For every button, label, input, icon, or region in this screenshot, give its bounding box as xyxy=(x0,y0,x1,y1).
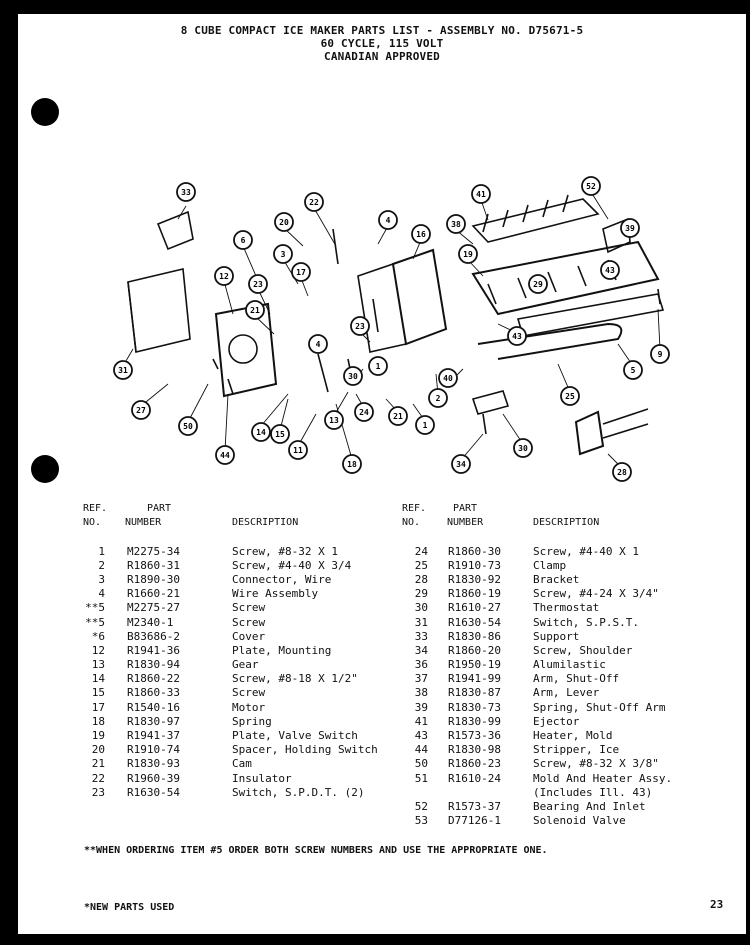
part-description: Clamp xyxy=(533,558,567,572)
callout-bubble xyxy=(289,441,307,459)
ref-number: 1 xyxy=(98,544,105,558)
title-line-3: CANADIAN APPROVED xyxy=(324,50,440,63)
part-number: R1830-97 xyxy=(127,714,180,728)
heater-part xyxy=(478,324,621,359)
part-number: R1960-39 xyxy=(127,771,180,785)
part-number: R1830-73 xyxy=(448,700,501,714)
callout-bubble xyxy=(292,263,310,281)
part-number: R1540-16 xyxy=(127,700,180,714)
callout-bubble xyxy=(274,245,292,263)
part-number: R1830-98 xyxy=(448,743,501,757)
callout-bubble xyxy=(309,335,327,353)
ref-number: 22 xyxy=(91,771,105,785)
callout-bubble xyxy=(439,369,457,387)
part-number: R1830-92 xyxy=(448,572,501,586)
table-row xyxy=(380,757,746,771)
callout-label: 21 xyxy=(393,412,403,421)
table-row xyxy=(65,573,405,587)
table-row xyxy=(65,772,405,786)
callout-label: 17 xyxy=(296,268,306,277)
part-description: Screw, #8-32 X 3/8" xyxy=(533,757,659,771)
callout-bubble xyxy=(416,416,434,434)
part-description: Screw, #8-18 X 1/2" xyxy=(232,672,358,686)
table-row xyxy=(380,772,746,786)
part-number: R1950-19 xyxy=(448,658,501,672)
part-number: R1941-37 xyxy=(127,729,180,742)
stripper-part xyxy=(518,294,663,336)
callout-label: 1 xyxy=(375,362,381,371)
callout-label: 12 xyxy=(219,272,229,281)
table-row xyxy=(380,786,746,800)
ref-number: 17 xyxy=(91,700,105,714)
part-number: R1860-30 xyxy=(448,544,501,558)
part-number: R1941-99 xyxy=(448,672,501,686)
ref-number: 13 xyxy=(91,658,105,672)
ref-number: 36 xyxy=(414,658,428,672)
ref-number: 37 xyxy=(414,672,428,686)
part-description: Spring xyxy=(232,714,272,728)
left-rows xyxy=(65,545,405,800)
part-description: Screw, #4-40 X 3/4 xyxy=(232,558,352,572)
ref-number: **5 xyxy=(85,615,105,629)
part-number: R1910-74 xyxy=(127,743,180,757)
table-row xyxy=(380,658,746,672)
ref-number: 25 xyxy=(414,558,428,572)
callout-label: 25 xyxy=(565,392,575,401)
callout-label: 34 xyxy=(456,460,466,469)
part-number: R1573-37 xyxy=(448,799,501,813)
part-description: Spring, Shut-Off Arm xyxy=(533,700,666,714)
callout-bubble xyxy=(249,275,267,293)
callout-label: 33 xyxy=(181,188,191,197)
table-row xyxy=(380,616,746,630)
mold-part xyxy=(473,242,658,314)
table-row xyxy=(65,545,405,559)
part-number: R1890-30 xyxy=(127,572,180,586)
part-description: Mold And Heater Assy. xyxy=(533,771,673,785)
callout-label: 18 xyxy=(347,460,357,469)
callout-bubble xyxy=(179,417,197,435)
ref-header-1: REF. xyxy=(83,503,108,514)
table-row xyxy=(380,701,746,715)
part-description: Screw, #8-32 X 1 xyxy=(232,544,338,558)
ref-number: 29 xyxy=(414,587,428,601)
ref-number: 43 xyxy=(414,729,428,742)
ref-number: 20 xyxy=(91,743,105,757)
callout-label: 41 xyxy=(476,190,486,199)
callout-label: 23 xyxy=(355,322,365,331)
part-number: R1860-19 xyxy=(448,587,501,601)
callout-label: 1 xyxy=(422,421,428,430)
ref-number: 4 xyxy=(98,587,105,601)
part-number: R1630-54 xyxy=(448,615,501,629)
table-row xyxy=(380,573,746,587)
part-description: Screw, #4-24 X 3/4" xyxy=(533,587,659,601)
ref-number: 21 xyxy=(91,757,105,771)
table-row xyxy=(380,715,746,729)
callout-bubble xyxy=(472,185,490,203)
ref-number: 41 xyxy=(414,714,428,728)
callout-label: 27 xyxy=(136,406,146,415)
callout-label: 6 xyxy=(240,236,246,245)
part-number: R1941-36 xyxy=(127,643,180,657)
table-row xyxy=(65,644,405,658)
callout-bubble xyxy=(305,193,323,211)
part-number: R1630-54 xyxy=(127,785,180,799)
part-number: R1830-86 xyxy=(448,629,501,643)
table-row xyxy=(65,757,405,771)
ref-number: 18 xyxy=(91,714,105,728)
part-description: Cam xyxy=(232,757,252,771)
callout-label: 40 xyxy=(443,374,453,383)
callout-label: 15 xyxy=(275,430,285,439)
part-number: R1830-94 xyxy=(127,658,180,672)
parts-table-left xyxy=(65,502,405,800)
callout-label: 5 xyxy=(630,366,636,375)
part-number: R1830-99 xyxy=(448,714,501,728)
part-description: Screw, #4-40 X 1 xyxy=(533,544,639,558)
callout-bubble xyxy=(343,455,361,473)
callout-label: 20 xyxy=(279,218,289,227)
support-part xyxy=(158,212,193,249)
part-header-1: PART xyxy=(147,503,172,514)
callout-bubble xyxy=(459,245,477,263)
solenoid-part xyxy=(576,412,603,454)
part-number: R1860-20 xyxy=(448,643,501,657)
callout-label: 29 xyxy=(533,280,543,289)
callout-label: 19 xyxy=(463,250,473,259)
callout-label: 50 xyxy=(183,422,193,431)
part-header-2: NUMBER xyxy=(447,517,484,529)
table-row xyxy=(380,601,746,615)
part-description: Screw xyxy=(232,601,266,615)
part-description: Alumilastic xyxy=(533,658,606,672)
callout-bubble xyxy=(325,411,343,429)
part-description: Screw xyxy=(232,686,266,700)
callout-bubble xyxy=(379,211,397,229)
part-description: Gear xyxy=(232,658,259,672)
table-row xyxy=(65,686,405,700)
housing-part xyxy=(393,250,446,344)
callout-label: 14 xyxy=(256,428,266,437)
table-row xyxy=(65,786,405,800)
ref-number: 44 xyxy=(414,743,428,757)
ref-number: 53 xyxy=(414,814,428,828)
callout-bubble xyxy=(275,213,293,231)
exploded-parts-diagram xyxy=(18,14,746,494)
callout-label: 4 xyxy=(385,216,391,225)
part-description: Screw, Shoulder xyxy=(533,643,633,657)
part-number: M2340-1 xyxy=(127,615,174,629)
part-number: R1860-31 xyxy=(127,558,180,572)
table-row xyxy=(380,814,746,828)
callout-bubble xyxy=(651,345,669,363)
title-line-2: 60 CYCLE, 115 VOLT xyxy=(320,37,444,50)
table-row xyxy=(380,545,746,559)
part-number: R1660-21 xyxy=(127,587,180,601)
new-parts-note: *NEW PARTS USED xyxy=(84,902,175,913)
callout-label: 9 xyxy=(657,350,663,359)
part-number: M2275-27 xyxy=(127,601,180,615)
table-row xyxy=(380,587,746,601)
part-description: Screw xyxy=(232,615,266,629)
ref-header-2: NO. xyxy=(402,517,421,529)
part-description: Ejector xyxy=(533,714,580,728)
callout-bubble xyxy=(412,225,430,243)
table-row xyxy=(65,672,405,686)
desc-header: DESCRIPTION xyxy=(533,517,600,529)
callout-bubble xyxy=(351,317,369,335)
cover-part xyxy=(128,269,190,352)
callout-label: 21 xyxy=(250,306,260,315)
part-number: D77126-1 xyxy=(448,814,501,828)
table-row xyxy=(65,559,405,573)
callout-bubble xyxy=(215,267,233,285)
callout-bubble xyxy=(621,219,639,237)
callout-bubble xyxy=(613,463,631,481)
callout-label: 44 xyxy=(220,451,230,460)
part-description: Switch, S.P.S.T. xyxy=(533,615,639,629)
ref-number: 28 xyxy=(414,572,428,586)
part-description: Stripper, Ice xyxy=(533,743,620,757)
ref-header-2: NO. xyxy=(83,517,102,529)
callout-label: 30 xyxy=(348,372,358,381)
ref-number: 31 xyxy=(414,615,428,629)
ref-number: **5 xyxy=(85,601,105,615)
part-description: Connector, Wire xyxy=(232,572,332,586)
ref-number: 52 xyxy=(414,799,428,813)
callout-label: 4 xyxy=(315,340,321,349)
part-description: Wire Assembly xyxy=(232,587,319,601)
part-number: B83686-2 xyxy=(127,629,180,643)
table-row xyxy=(380,672,746,686)
part-description: Spacer, Holding Switch xyxy=(232,743,378,757)
table-row xyxy=(65,616,405,630)
callout-bubble xyxy=(271,425,289,443)
table-row xyxy=(380,630,746,644)
ejector-part xyxy=(473,199,598,242)
mounting-plate-part xyxy=(216,304,276,396)
table-row xyxy=(380,644,746,658)
ref-number: 34 xyxy=(414,643,428,657)
callout-bubble xyxy=(246,301,264,319)
callout-bubble xyxy=(132,401,150,419)
callout-bubble xyxy=(561,387,579,405)
callout-bubble xyxy=(529,275,547,293)
callout-label: 22 xyxy=(309,198,319,207)
part-description: (Includes Ill. 43) xyxy=(533,785,653,799)
callout-bubble xyxy=(344,367,362,385)
part-description: Solenoid Valve xyxy=(533,814,626,828)
part-number: R1860-22 xyxy=(127,672,180,686)
part-number: R1573-36 xyxy=(448,729,501,742)
part-header-1: PART xyxy=(453,503,478,514)
part-description: Motor xyxy=(232,700,266,714)
callout-bubble xyxy=(447,215,465,233)
table-row xyxy=(380,743,746,757)
callout-bubble xyxy=(514,439,532,457)
table-row xyxy=(65,701,405,715)
ref-number: 12 xyxy=(91,643,105,657)
table-row xyxy=(65,729,405,743)
part-description: Heater, Mold xyxy=(533,729,613,742)
part-number: R1610-27 xyxy=(448,601,501,615)
callout-bubble xyxy=(114,361,132,379)
part-description: Cover xyxy=(232,629,266,643)
table-row xyxy=(65,587,405,601)
ref-number: *6 xyxy=(91,629,105,643)
callout-bubbles xyxy=(114,177,669,481)
callout-label: 24 xyxy=(359,408,369,417)
part-number: R1830-93 xyxy=(127,757,180,771)
ref-number: 3 xyxy=(98,572,105,586)
callout-bubble xyxy=(252,423,270,441)
part-number: R1830-87 xyxy=(448,686,501,700)
callout-bubble xyxy=(369,357,387,375)
callout-label: 52 xyxy=(586,182,596,191)
callout-label: 13 xyxy=(329,416,339,425)
right-rows xyxy=(380,545,746,829)
callout-bubble xyxy=(355,403,373,421)
table-row xyxy=(380,559,746,573)
part-header-2: NUMBER xyxy=(125,517,162,529)
part-description: Plate, Mounting xyxy=(232,643,332,657)
ref-number: 51 xyxy=(414,771,428,785)
part-description: Switch, S.P.D.T. (2) xyxy=(232,785,365,799)
callout-bubble xyxy=(429,389,447,407)
ref-number: 19 xyxy=(91,729,105,742)
table-row xyxy=(65,715,405,729)
callout-bubble xyxy=(508,327,526,345)
table-row xyxy=(380,729,746,743)
callout-bubble xyxy=(601,261,619,279)
table-row xyxy=(65,630,405,644)
part-description: Arm, Shut-Off xyxy=(533,672,620,686)
table-row xyxy=(380,800,746,814)
part-number: R1860-23 xyxy=(448,757,501,771)
ref-number: 24 xyxy=(414,544,428,558)
part-description: Insulator xyxy=(232,771,292,785)
callout-bubble xyxy=(216,446,234,464)
parts-list-page xyxy=(18,14,746,934)
ordering-note: **WHEN ORDERING ITEM #5 ORDER BOTH SCREW NUMBERS AND USE THE APPROPRIATE ONE. xyxy=(84,845,548,856)
part-number: R1910-73 xyxy=(448,558,501,572)
callout-bubble xyxy=(389,407,407,425)
ref-header-1: REF. xyxy=(402,503,427,514)
part-description: Bearing And Inlet xyxy=(533,799,646,813)
callout-label: 2 xyxy=(435,394,441,403)
ref-number: 30 xyxy=(414,601,428,615)
page-number: 23 xyxy=(710,898,724,911)
part-description: Arm, Lever xyxy=(533,686,600,700)
ref-number: 2 xyxy=(98,558,105,572)
callout-label: 3 xyxy=(280,250,286,259)
callout-bubble xyxy=(624,361,642,379)
table-row xyxy=(65,743,405,757)
callout-label: 23 xyxy=(253,280,263,289)
ref-number: 38 xyxy=(414,686,428,700)
ref-number: 33 xyxy=(414,629,428,643)
ref-number: 15 xyxy=(91,686,105,700)
part-description: Plate, Valve Switch xyxy=(232,729,358,742)
callout-label: 43 xyxy=(512,332,522,341)
part-number: M2275-34 xyxy=(127,544,180,558)
callout-label: 30 xyxy=(518,444,528,453)
callout-bubble xyxy=(177,183,195,201)
ref-number: 50 xyxy=(414,757,428,771)
desc-header: DESCRIPTION xyxy=(232,517,299,529)
table-row xyxy=(65,658,405,672)
table-row xyxy=(65,601,405,615)
ref-number: 23 xyxy=(91,785,105,799)
callout-label: 31 xyxy=(118,366,128,375)
parts-table-right xyxy=(380,502,746,828)
part-description: Support xyxy=(533,629,580,643)
callout-label: 11 xyxy=(293,446,303,455)
callout-label: 28 xyxy=(617,468,627,477)
callout-label: 38 xyxy=(451,220,461,229)
callout-label: 39 xyxy=(625,224,635,233)
ref-number: 14 xyxy=(91,672,105,686)
callout-bubble xyxy=(452,455,470,473)
title-line-1: 8 CUBE COMPACT ICE MAKER PARTS LIST - ASSEMBLY NO. D75671-5 xyxy=(180,24,584,37)
part-number: R1610-24 xyxy=(448,771,501,785)
part-description: Thermostat xyxy=(533,601,600,615)
callout-bubble xyxy=(234,231,252,249)
table-row xyxy=(380,686,746,700)
callout-label: 16 xyxy=(416,230,426,239)
callout-bubble xyxy=(582,177,600,195)
callout-label: 43 xyxy=(605,266,615,275)
part-number: R1860-33 xyxy=(127,686,180,700)
part-description: Bracket xyxy=(533,572,580,586)
ref-number: 39 xyxy=(414,700,428,714)
